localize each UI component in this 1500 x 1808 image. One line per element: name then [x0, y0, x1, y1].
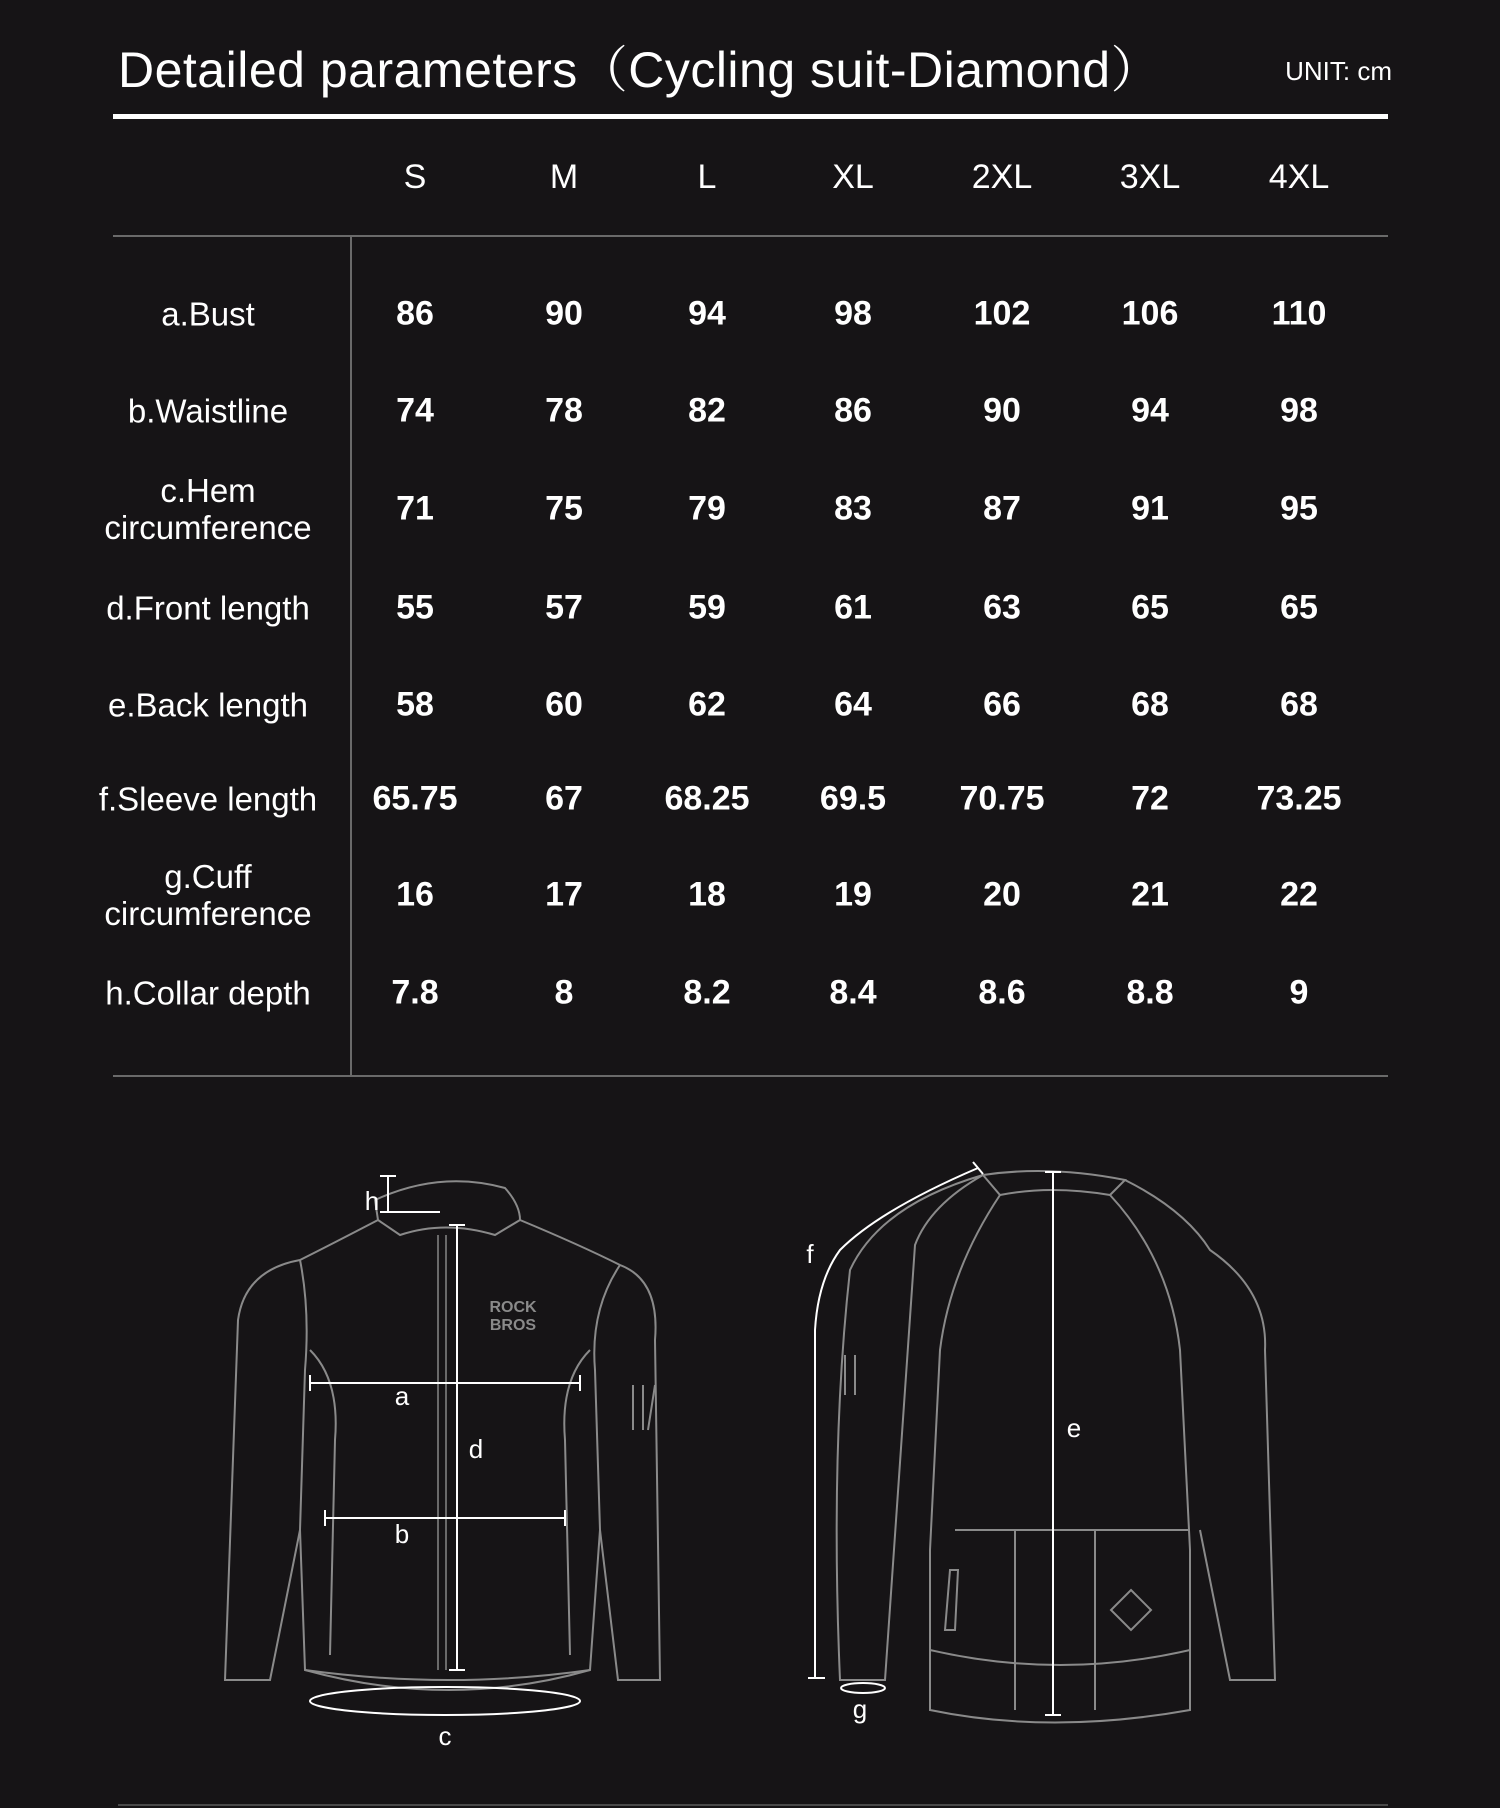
- table-cell: 68: [1280, 685, 1318, 724]
- table-cell: 91: [1131, 489, 1169, 528]
- table-cell: 63: [983, 588, 1021, 627]
- table-cell: 65: [1131, 588, 1169, 627]
- size-header-2xl: 2XL: [971, 158, 1033, 196]
- unit-label: UNIT: cm: [1285, 56, 1392, 86]
- size-header-s: S: [403, 158, 427, 196]
- title-divider: [113, 114, 1388, 119]
- table-cell: 69.5: [819, 779, 887, 818]
- back-jersey-drawing: [837, 1171, 1275, 1723]
- row-label: e.Back length: [108, 686, 308, 724]
- table-cell: 20: [983, 875, 1021, 914]
- table-cell: 86: [834, 391, 872, 430]
- diagram-label-c: c: [438, 1721, 452, 1750]
- table-cell: 17: [545, 875, 583, 914]
- diagram-label-b: b: [394, 1519, 410, 1549]
- table-bottom-divider: [113, 1075, 1388, 1077]
- table-cell: 102: [973, 294, 1031, 333]
- brand-logo-line-1: ROCK: [489, 1299, 537, 1316]
- brand-logo: [489, 1299, 537, 1334]
- table-cell: 98: [834, 294, 872, 333]
- table-cell: 66: [983, 685, 1021, 724]
- table-cell: 8.6: [978, 973, 1026, 1012]
- table-cell: 82: [688, 391, 726, 430]
- table-cell: 79: [688, 489, 726, 528]
- size-header-l: L: [697, 158, 717, 196]
- table-cell: 59: [688, 588, 726, 627]
- size-header-3xl: 3XL: [1119, 158, 1181, 196]
- table-cell: 98: [1280, 391, 1318, 430]
- table-cell: 110: [1271, 294, 1327, 333]
- footer-divider: [118, 1804, 1388, 1806]
- table-cell: 94: [1131, 391, 1169, 430]
- table-cell: 21: [1131, 875, 1169, 914]
- front-jersey-drawing: [225, 1181, 660, 1690]
- table-cell: 106: [1121, 294, 1179, 333]
- table-cell: 95: [1280, 489, 1318, 528]
- table-cell: 9: [1289, 973, 1309, 1012]
- header-divider: [113, 235, 1388, 237]
- table-cell: 78: [545, 391, 583, 430]
- table-cell: 8.2: [683, 973, 731, 1012]
- size-header-xl: XL: [832, 158, 874, 196]
- diagram-label-h: h: [364, 1186, 380, 1216]
- table-cell: 65.75: [372, 779, 458, 818]
- table-cell: 83: [834, 489, 872, 528]
- table-cell: 18: [688, 875, 726, 914]
- diagram-label-d: d: [468, 1434, 484, 1464]
- table-cell: 86: [396, 294, 434, 333]
- size-header-4xl: 4XL: [1268, 158, 1330, 196]
- table-cell: 64: [834, 685, 872, 724]
- table-cell: 65: [1280, 588, 1318, 627]
- table-cell: 8.4: [829, 973, 877, 1012]
- table-cell: 72: [1131, 779, 1169, 818]
- table-cell: 7.8: [391, 973, 439, 1012]
- table-cell: 62: [688, 685, 726, 724]
- row-label: g.Cuff circumference: [104, 858, 312, 932]
- garment-diagram: [0, 1150, 1500, 1755]
- table-cell: 75: [545, 489, 583, 528]
- row-label: d.Front length: [106, 589, 310, 627]
- table-cell: 71: [396, 489, 434, 528]
- row-label: c.Hem circumference: [104, 472, 312, 546]
- table-cell: 22: [1280, 875, 1318, 914]
- table-cell: 61: [834, 588, 872, 627]
- table-cell: 8: [554, 973, 574, 1012]
- row-label: a.Bust: [161, 295, 255, 333]
- diagram-label-e: e: [1066, 1413, 1082, 1443]
- table-cell: 68: [1131, 685, 1169, 724]
- table-cell: 16: [396, 875, 434, 914]
- diagram-label-g: g: [852, 1694, 868, 1724]
- table-cell: 60: [545, 685, 583, 724]
- brand-logo-line-2: BROS: [489, 1317, 537, 1334]
- label-column-divider: [350, 236, 352, 1076]
- row-label: h.Collar depth: [105, 974, 311, 1012]
- row-label: b.Waistline: [127, 392, 289, 430]
- table-cell: 94: [688, 294, 726, 333]
- table-cell: 8.8: [1126, 973, 1174, 1012]
- diagram-label-f: f: [806, 1239, 814, 1269]
- table-cell: 73.25: [1256, 779, 1342, 818]
- diagram-label-a: a: [394, 1381, 410, 1411]
- size-header-m: M: [549, 158, 579, 196]
- table-cell: 70.75: [959, 779, 1045, 818]
- table-cell: 58: [396, 685, 434, 724]
- table-cell: 55: [396, 588, 434, 627]
- row-label: f.Sleeve length: [98, 780, 318, 818]
- measurement-lines: [310, 1162, 1061, 1715]
- page-title: Detailed parameters（Cycling suit-Diamond）: [118, 42, 1162, 98]
- table-cell: 67: [545, 779, 583, 818]
- table-cell: 19: [834, 875, 872, 914]
- table-cell: 90: [545, 294, 583, 333]
- table-cell: 68.25: [664, 779, 750, 818]
- table-cell: 87: [983, 489, 1021, 528]
- table-cell: 90: [983, 391, 1021, 430]
- table-cell: 57: [545, 588, 583, 627]
- table-cell: 74: [396, 391, 434, 430]
